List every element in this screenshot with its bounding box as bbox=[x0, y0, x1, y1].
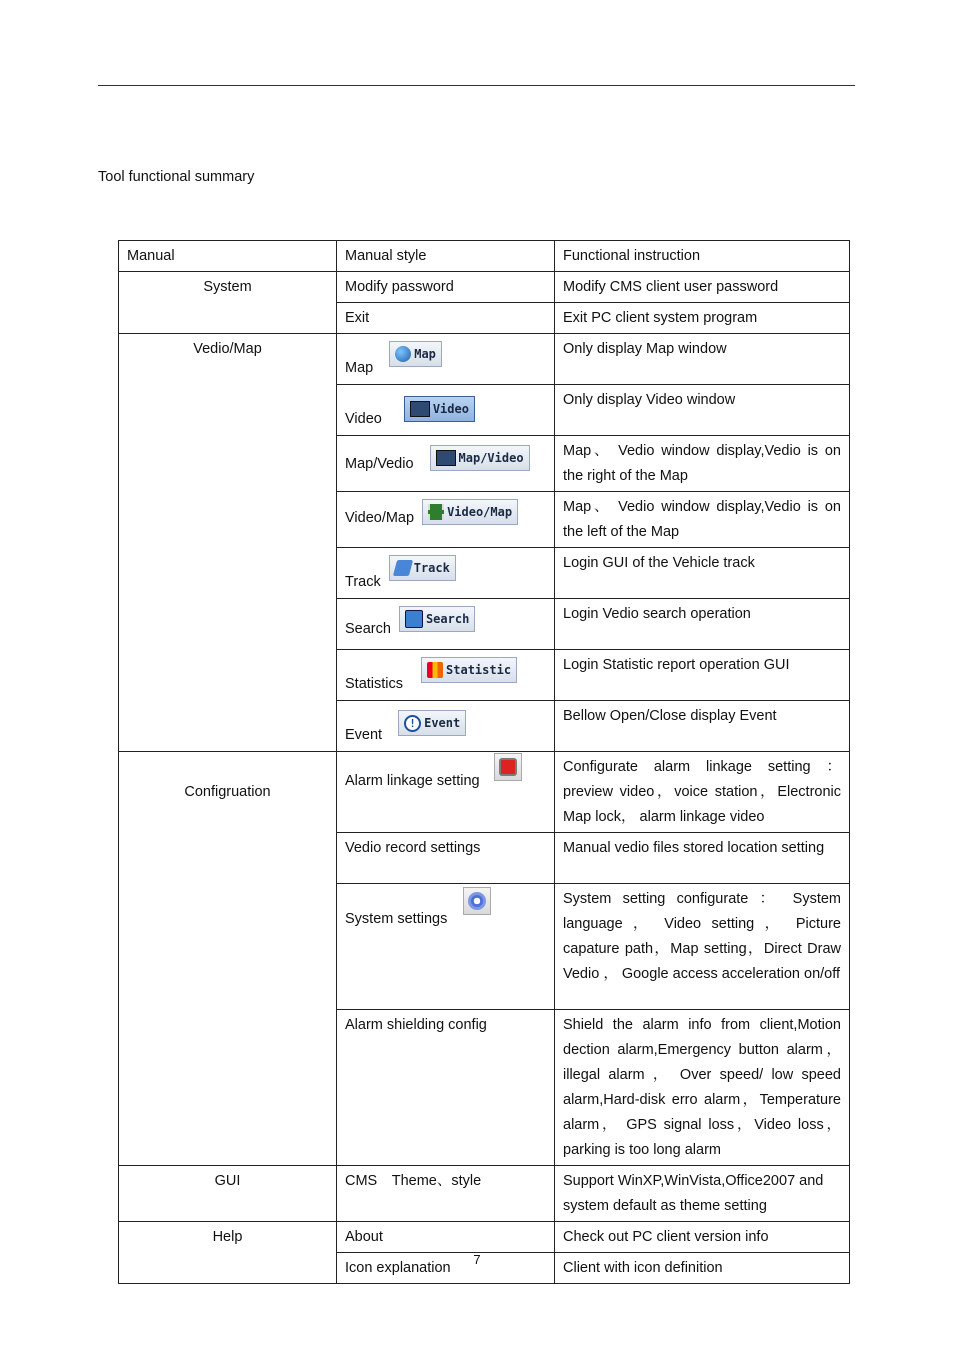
section-title: Tool functional summary bbox=[98, 169, 255, 185]
style-track: Track bbox=[345, 574, 381, 590]
group-vedio-map: Vedio/Map bbox=[119, 334, 337, 752]
bar-chart-icon bbox=[427, 662, 443, 678]
track-toolbar-button[interactable]: Track bbox=[389, 555, 456, 581]
event-toolbar-button[interactable]: ! Event bbox=[398, 710, 466, 736]
style-statistics-cell bbox=[337, 650, 555, 701]
style-video-cell bbox=[337, 385, 555, 436]
style-alarm-shielding: Alarm shielding config bbox=[337, 1010, 555, 1166]
desc-search: Login Vedio search operation bbox=[555, 599, 850, 650]
table-row bbox=[119, 1222, 850, 1253]
style-map-cell bbox=[337, 334, 555, 385]
style-icon-explanation: Icon explanation bbox=[337, 1253, 555, 1284]
tool-summary-table bbox=[118, 240, 850, 1284]
desc-event: Bellow Open/Close display Event bbox=[555, 701, 850, 752]
desc-video-map: Map、 Vedio window display,Vedio is on the left of the Map bbox=[555, 492, 850, 548]
style-video: Video bbox=[345, 411, 382, 427]
style-modify-password: Modify password bbox=[337, 272, 555, 303]
style-cms-theme: CMS Theme、style bbox=[337, 1166, 555, 1222]
desc-alarm-shielding: Shield the alarm info from client,Motion dection alarm,Emergency button alarm，illegal alarm ， Over speed/ low speed alarm,Hard-disk erro alarm，Temperature alarm， GPS signal loss，Video loss， parking is too long alarm bbox=[555, 1010, 850, 1166]
header-manual: Manual bbox=[119, 241, 337, 272]
table-row bbox=[119, 272, 850, 303]
style-search-cell bbox=[337, 599, 555, 650]
desc-cms-theme: Support WinXP,WinVista,Office2007 and system default as theme setting bbox=[555, 1166, 850, 1222]
group-help: Help bbox=[119, 1222, 337, 1284]
desc-track: Login GUI of the Vehicle track bbox=[555, 548, 850, 599]
search-toolbar-button[interactable]: Search bbox=[399, 606, 475, 632]
desc-statistics: Login Statistic report operation GUI bbox=[555, 650, 850, 701]
gear-icon bbox=[468, 892, 486, 910]
group-gui: GUI bbox=[119, 1166, 337, 1222]
style-map-vedio-cell bbox=[337, 436, 555, 492]
style-alarm-linkage: Alarm linkage setting bbox=[345, 773, 480, 789]
table-row bbox=[119, 1166, 850, 1222]
desc-system-settings: System setting configurate ： System language ， Video setting ， Picture capature path，Map setting，Direct Draw Vedio ， Google access acceleration on/off bbox=[555, 884, 850, 1010]
page-number: 7 bbox=[473, 1252, 481, 1267]
map-toolbar-button[interactable]: Map bbox=[389, 341, 442, 367]
style-system-settings-cell bbox=[337, 884, 555, 1010]
table-header-row bbox=[119, 241, 850, 272]
style-track-cell bbox=[337, 548, 555, 599]
desc-exit: Exit PC client system program bbox=[555, 303, 850, 334]
style-alarm-linkage-cell bbox=[337, 752, 555, 833]
statistic-toolbar-button[interactable]: Statistic bbox=[421, 657, 517, 683]
exclamation-icon: ! bbox=[404, 715, 421, 732]
desc-modify-password: Modify CMS client user password bbox=[555, 272, 850, 303]
desc-about: Check out PC client version info bbox=[555, 1222, 850, 1253]
alarm-icon bbox=[499, 758, 517, 776]
desc-vedio-record: Manual vedio files stored location setting bbox=[555, 833, 850, 884]
style-map: Map bbox=[345, 360, 374, 376]
video-map-toolbar-button[interactable]: Video/Map bbox=[422, 499, 518, 525]
header-manual-style: Manual style bbox=[337, 241, 555, 272]
system-settings-button[interactable] bbox=[463, 887, 491, 915]
desc-map-vedio: Map、 Vedio window display,Vedio is on the right of the Map bbox=[555, 436, 850, 492]
map-video-toolbar-button[interactable]: Map/Video bbox=[430, 445, 530, 471]
style-exit: Exit bbox=[337, 303, 555, 334]
desc-icon-explanation: Client with icon definition bbox=[555, 1253, 850, 1284]
desc-map: Only display Map window bbox=[555, 334, 850, 385]
header-functional-instruction: Functional instruction bbox=[555, 241, 850, 272]
film-strip-icon bbox=[428, 504, 444, 520]
globe-icon bbox=[395, 346, 411, 362]
header-rule bbox=[98, 85, 855, 86]
map-video-icon bbox=[436, 450, 456, 466]
style-system-settings: System settings bbox=[345, 911, 448, 927]
alarm-linkage-button[interactable] bbox=[494, 753, 522, 781]
style-vedio-record: Vedio record settings bbox=[337, 833, 555, 884]
monitor-icon bbox=[410, 401, 430, 417]
style-about: About bbox=[337, 1222, 555, 1253]
track-icon bbox=[393, 560, 413, 576]
desc-alarm-linkage: Configurate alarm linkage setting ： preview video，voice station，Electronic Map lock， alarm linkage video bbox=[555, 752, 850, 833]
table-row bbox=[119, 334, 850, 385]
group-configuration: Configruation bbox=[119, 752, 337, 1166]
table-row bbox=[119, 752, 850, 833]
style-event: Event bbox=[345, 727, 383, 743]
video-toolbar-button[interactable]: Video bbox=[404, 396, 475, 422]
style-video-map-cell bbox=[337, 492, 555, 548]
search-icon bbox=[405, 610, 423, 628]
style-video-map: Video/Map bbox=[345, 510, 415, 526]
style-map-vedio: Map/Vedio bbox=[345, 456, 414, 472]
desc-video: Only display Video window bbox=[555, 385, 850, 436]
style-statistics: Statistics bbox=[345, 676, 404, 692]
group-system: System bbox=[119, 272, 337, 334]
style-event-cell bbox=[337, 701, 555, 752]
style-search: Search bbox=[345, 621, 391, 637]
